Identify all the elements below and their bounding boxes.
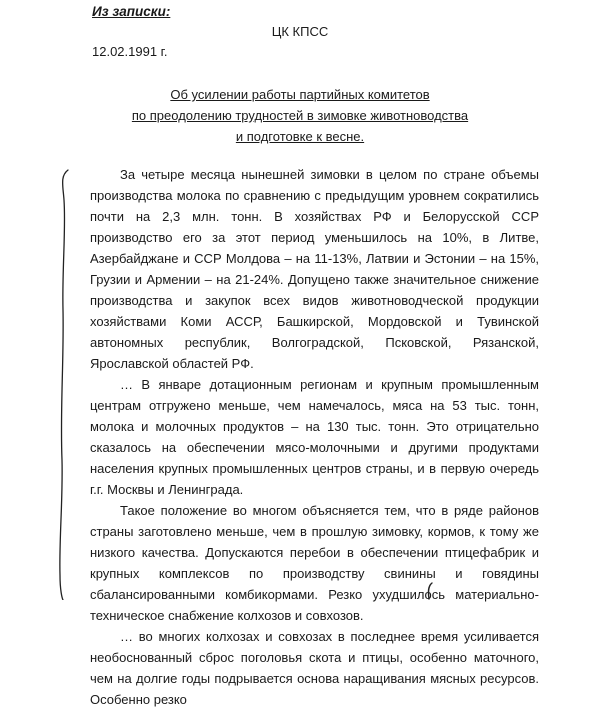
paragraph: … во многих колхозах и совхозах в последнее время усиливается необоснованный сброс поголовья скота и птицы, особенно маточного, чем на долгие годы подрывается основа наращивания мясных ресурсов. Особенно резко xyxy=(90,629,539,707)
paragraph: … В январе дотационным регионам и крупным промышленным центрам отгружено меньше, чем намечалось, мяса на 53 тыс. тонн, молока и молочных продуктов – на 130 тыс. тонн. Это отрицательно сказалось на обеспечении мясо-молочными и другими продуктами населения крупных промышленных центров страны, и в первую очередь г.г. Москвы и Ленинграда. xyxy=(90,377,539,497)
document-date: 12.02.1991 г. xyxy=(92,44,168,59)
document-body xyxy=(90,164,539,710)
title-line: по преодолению трудностей в зимовке животноводства xyxy=(131,108,469,123)
excerpt-label: Из записки: xyxy=(92,4,171,19)
paragraph: Такое положение во многом объясняется тем, что в ряде районов страны заготовлено меньше, чем в прошлую зимовку, кормов, к тому же низкого качества. Допускаются перебои в обеспечении птицефабрик и крупных комплексов по производству свинины и говядины сбалансированными комбикормами. Резко ухудшилось материально-техническое снабжение колхозов и совхозов. xyxy=(90,503,539,623)
title-line: Об усилении работы партийных комитетов xyxy=(170,87,430,102)
title-line: и подготовке к весне. xyxy=(235,129,365,144)
paragraph: За четыре месяца нынешней зимовки в целом по стране объемы производства молока по сравнению с предыдущим уровнем сократились почти на 2,3 млн. тонн. В хозяйствах РФ и Белорусской ССР производство его за этот период уменьшилось на 10%, в Литве, Азербайджане и ССР Молдова – на 11-13%, Латвии и Эстонии – на 15%, Грузии и Армении – на 21-24%. Допущено также значительное снижение производства и закупок всех видов животноводческой продукции хозяйствами Коми АССР, Башкирской, Мордовской и Тувинской автономных республик, Волгоградской, Псковской, Рязанской, Ярославской областей РФ. xyxy=(90,167,539,371)
document-title xyxy=(0,84,600,147)
addressee: ЦК КПСС xyxy=(271,24,329,39)
handwritten-bracket-mark xyxy=(424,582,436,600)
